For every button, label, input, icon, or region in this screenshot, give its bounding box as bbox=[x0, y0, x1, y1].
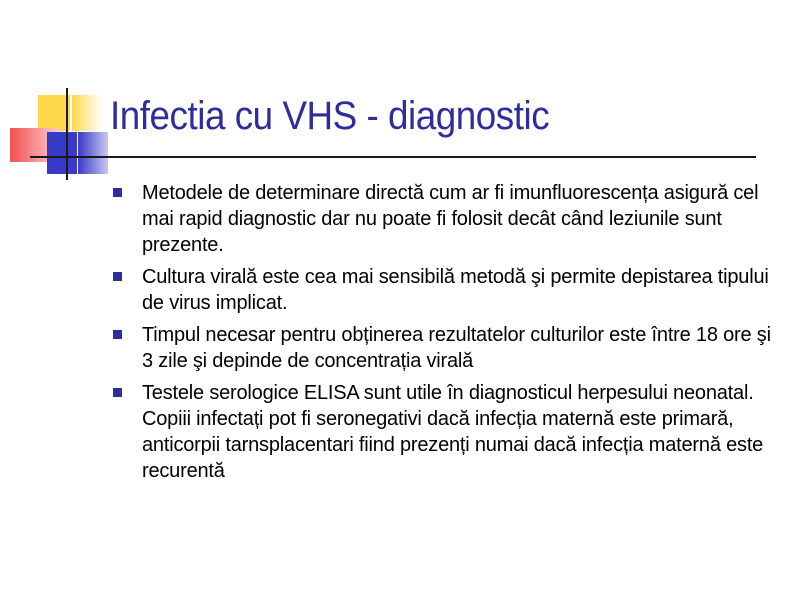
square-bullet-icon bbox=[113, 330, 122, 339]
square-bullet-icon bbox=[113, 272, 122, 281]
bullet-item bbox=[113, 180, 783, 258]
bullet-text: Metodele de determinare directă cum ar fi imunfluorescența asigură cel mai rapid diagnostic dar nu poate fi folosit decât când leziunile sunt prezente. bbox=[142, 182, 759, 256]
bullet-item bbox=[113, 322, 783, 374]
bullet-list bbox=[113, 180, 783, 490]
slide-title: Infectia cu VHS - diagnostic bbox=[110, 94, 550, 138]
square-bullet-icon bbox=[113, 188, 122, 197]
bullet-text: Timpul necesar pentru obținerea rezultatelor culturilor este între 18 ore şi 3 zile şi depinde de concentrația virală bbox=[142, 324, 771, 372]
deco-yellow-fade bbox=[72, 95, 102, 131]
title-rule bbox=[30, 156, 756, 158]
bullet-item bbox=[113, 380, 783, 484]
deco-blue-fade bbox=[78, 132, 108, 174]
bullet-text: Testele serologice ELISA sunt utile în diagnosticul herpesului neonatal. Copiii infectați pot fi seronegativi dacă infecția maternă este primară, anticorpii tarnsplacentari fiind prezenți numai dacă infecția maternă este recurentă bbox=[142, 382, 764, 482]
square-bullet-icon bbox=[113, 388, 122, 397]
bullet-item bbox=[113, 264, 783, 316]
bullet-text: Cultura virală este cea mai sensibilă metodă şi permite depistarea tipului de virus implicat. bbox=[142, 266, 769, 314]
deco-vertical-line bbox=[66, 88, 68, 180]
deco-blue-square bbox=[47, 132, 77, 174]
deco-yellow-square bbox=[38, 95, 70, 131]
